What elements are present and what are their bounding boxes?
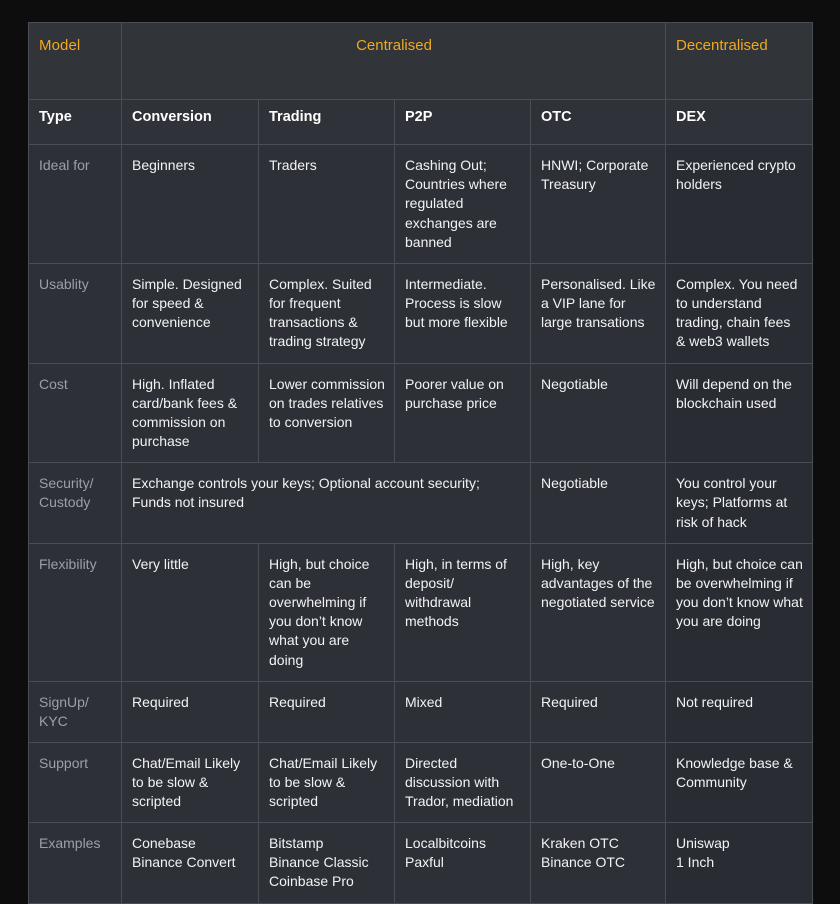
table-row <box>29 463 813 544</box>
row-cell-conversion: Beginners <box>122 145 259 264</box>
row-cell-otc: Required <box>531 681 666 742</box>
row-label: Usablity <box>29 263 122 363</box>
column-header-conversion: Conversion <box>122 100 259 145</box>
row-cell-trading: Chat/Email Likely to be slow & scripted <box>259 742 395 823</box>
row-cell-conversion: High. Inflated card/bank fees & commission on purchase <box>122 363 259 463</box>
row-label: Ideal for <box>29 145 122 264</box>
row-cell-p2p: Poorer value on purchase price <box>395 363 531 463</box>
column-header-p2p: P2P <box>395 100 531 145</box>
row-cell-dex: Not required <box>666 681 813 742</box>
group-header-row <box>29 23 813 100</box>
table-row <box>29 681 813 742</box>
row-cell-trading: Traders <box>259 145 395 264</box>
row-cell-conversion: Conebase Binance Convert <box>122 823 259 904</box>
table-row <box>29 742 813 823</box>
group-header-decentralised: Decentralised <box>666 23 813 100</box>
table-row <box>29 823 813 904</box>
row-cell-conversion: Very little <box>122 543 259 681</box>
column-header-type: Type <box>29 100 122 145</box>
row-label: Security/ Custody <box>29 463 122 544</box>
row-cell-trading: High, but choice can be overwhelming if you don’t know what you are doing <box>259 543 395 681</box>
column-header-trading: Trading <box>259 100 395 145</box>
row-label: Support <box>29 742 122 823</box>
row-cell-p2p: Localbitcoins Paxful <box>395 823 531 904</box>
row-cell-p2p: Cashing Out; Countries where regulated exchanges are banned <box>395 145 531 264</box>
row-cell-dex: Complex. You need to understand trading, chain fees & web3 wallets <box>666 263 813 363</box>
row-cell-conversion: Simple. Designed for speed & convenience <box>122 263 259 363</box>
row-cell-otc: One-to-One <box>531 742 666 823</box>
row-cell-dex: You control your keys; Platforms at risk of hack <box>666 463 813 544</box>
row-cell-dex: High, but choice can be overwhelming if you don’t know what you are doing <box>666 543 813 681</box>
row-cell-otc: Kraken OTC Binance OTC <box>531 823 666 904</box>
row-label: Flexibility <box>29 543 122 681</box>
row-cell-dex: Uniswap 1 Inch <box>666 823 813 904</box>
row-cell-otc: Personalised. Like a VIP lane for large transations <box>531 263 666 363</box>
row-label: Cost <box>29 363 122 463</box>
row-label: Examples <box>29 823 122 904</box>
row-cell-dex: Will depend on the blockchain used <box>666 363 813 463</box>
column-header-dex: DEX <box>666 100 813 145</box>
row-cell-conversion: Required <box>122 681 259 742</box>
row-cell-trading: Bitstamp Binance Classic Coinbase Pro <box>259 823 395 904</box>
row-cell-trading: Lower commission on trades relatives to conversion <box>259 363 395 463</box>
row-cell-otc: HNWI; Corporate Treasury <box>531 145 666 264</box>
row-cell-conversion: Chat/Email Likely to be slow & scripted <box>122 742 259 823</box>
row-cell-dex: Knowledge base & Community <box>666 742 813 823</box>
model-comparison-table <box>28 22 813 904</box>
comparison-table-container <box>28 22 812 904</box>
row-cell-p2p: High, in terms of deposit/ withdrawal methods <box>395 543 531 681</box>
row-cell-otc: Negotiable <box>531 363 666 463</box>
table-row <box>29 263 813 363</box>
row-cell-p2p: Intermediate. Process is slow but more flexible <box>395 263 531 363</box>
table-row <box>29 145 813 264</box>
group-header-model: Model <box>29 23 122 100</box>
row-cell-otc: Negotiable <box>531 463 666 544</box>
table-row <box>29 543 813 681</box>
column-header-otc: OTC <box>531 100 666 145</box>
row-cell-trading: Required <box>259 681 395 742</box>
row-cell-p2p: Mixed <box>395 681 531 742</box>
row-cell-merged-centralised: Exchange controls your keys; Optional account security; Funds not insured <box>122 463 531 544</box>
row-cell-dex: Experienced crypto holders <box>666 145 813 264</box>
row-label: SignUp/ KYC <box>29 681 122 742</box>
row-cell-p2p: Directed discussion with Trador, mediation <box>395 742 531 823</box>
column-header-row <box>29 100 813 145</box>
group-header-centralised: Centralised <box>122 23 666 100</box>
row-cell-otc: High, key advantages of the negotiated service <box>531 543 666 681</box>
row-cell-trading: Complex. Suited for frequent transactions & trading strategy <box>259 263 395 363</box>
table-row <box>29 363 813 463</box>
